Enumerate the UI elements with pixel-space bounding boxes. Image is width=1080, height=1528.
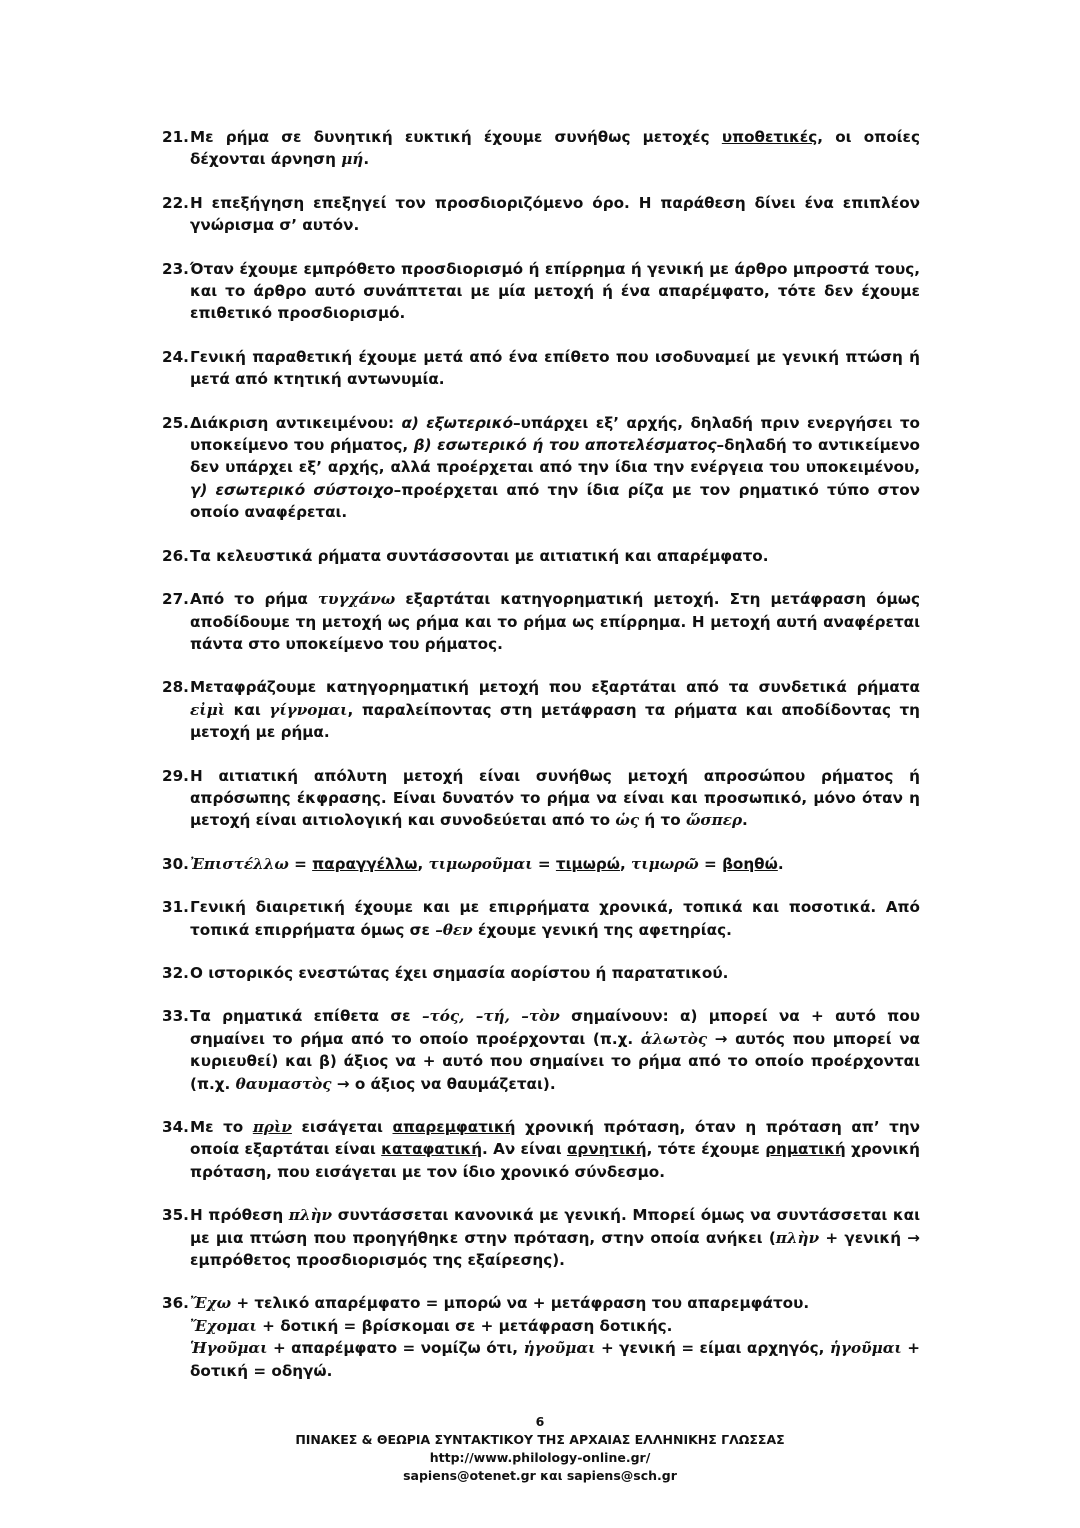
rule-text [190, 545, 920, 567]
text-run: Τα ρηματικά επίθετα σε [190, 1007, 422, 1026]
rule-text [190, 588, 920, 655]
greek-term: γίγνομαι [269, 700, 348, 719]
text-run: εισάγεται [291, 1118, 393, 1136]
greek-term: Ἡγοῦμαι [190, 1339, 268, 1358]
underlined-term: τιμωρώ [555, 854, 620, 873]
text-run: Γενική διαιρετική έχουμε και με επιρρήματα χρονικά, τοπικά και ποσοτικά. Από τοπικά επιρρήματα όμως σε [190, 898, 920, 939]
rule-number: 23. [162, 259, 189, 278]
rule-number: 25. [162, 413, 189, 432]
text-run: Ο ιστορικός ενεστώτας έχει σημασία αορίστου ή παρατατικού. [190, 963, 729, 982]
underlined-term: βοηθώ [722, 854, 778, 873]
text-run: Διάκριση αντικειμένου: [190, 413, 402, 432]
rule-number: 34. [162, 1118, 189, 1136]
rule-item [162, 765, 920, 832]
greek-term: ἡγοῦμαι [523, 1339, 596, 1358]
rule-item [162, 346, 920, 391]
text-run: –προέρχεται από την ίδια ρίζα με τον ρηματικό τύπο στον οποίο αναφέρεται. [190, 480, 920, 522]
text-run: → αυτός που μπορεί να κυριευθεί) και β) άξιος να + αυτό που σημαίνει το ρήμα από το οποίο προέρχονται (π.χ. [190, 1029, 920, 1093]
rule-number: 22. [162, 193, 189, 212]
rule-text [190, 1292, 920, 1382]
text-run: εξαρτάται κατηγορηματική μετοχή. Στη μετάφραση όμως αποδίδουμε τη μετοχή ως ρήμα και το ρήμα ως επίρρημα. Η μετοχή αυτή αναφέρεται πάντα στο υποκείμενο του ρήματος. [190, 590, 920, 653]
greek-term: τιμωροῦμαι [428, 854, 533, 873]
rule-text [190, 765, 920, 832]
text-run: β) εσωτερικό ή του αποτελέσματος [413, 436, 717, 455]
rule-text [190, 853, 920, 875]
text-run: έχουμε γενική της αφετηρίας. [472, 920, 732, 939]
text-run: α) εξωτερικό [401, 413, 514, 432]
rule-item [162, 1292, 920, 1382]
underlined-term: παραγγέλλω [312, 854, 418, 873]
text-run: χρονική πρόταση, όταν η πρόταση απ’ την οποία εξαρτάται είναι [190, 1118, 920, 1159]
text-run: ή το [639, 811, 686, 830]
text-run: Από το ρήμα [190, 590, 318, 609]
text-run: . [777, 854, 784, 873]
underlined-term: υποθετικές [721, 128, 818, 146]
greek-term: Ἔχω [190, 1294, 232, 1313]
greek-term: –θεν [435, 920, 473, 939]
greek-term: ἁλωτὸς [640, 1029, 708, 1048]
text-run: Με ρήμα σε δυνητική ευκτική έχουμε συνήθως μετοχές [190, 128, 722, 146]
text-run: . Αν είναι [482, 1140, 567, 1159]
text-run: + τελικό απαρέμφατο = μπορώ να + μετάφραση του απαρεμφάτου. [231, 1294, 810, 1313]
rule-item [162, 545, 920, 567]
underlined-term: απαρεμφατική [392, 1118, 516, 1136]
rule-item [162, 1005, 920, 1095]
rule-text [190, 192, 920, 237]
text-run: Με το [190, 1118, 253, 1136]
text-run: Η πρόθεση [190, 1206, 289, 1225]
text-run: γ) εσωτερικό σύστοιχο [190, 480, 394, 499]
rule-item [162, 192, 920, 237]
rule-text [190, 962, 920, 984]
rule-number: 21. [162, 128, 189, 146]
footer-email: sapiens@otenet.gr και sapiens@sch.gr [403, 1468, 677, 1483]
text-run: , [619, 854, 632, 873]
rule-text [190, 1116, 920, 1183]
rule-number: 36. [162, 1294, 189, 1313]
text-run: = [288, 854, 313, 873]
footer-url: http://www.philology-online.gr/ [429, 1450, 651, 1465]
rule-number: 24. [162, 347, 189, 366]
rule-item [162, 1204, 920, 1271]
text-run: –υπάρχει εξ’ αρχής, δηλαδή πριν ενεργήσει το υποκείμενο του ρήματος, [190, 413, 920, 455]
underlined-term: αρνητική [566, 1140, 647, 1159]
rule-number: 30. [162, 854, 189, 873]
text-run: . [363, 150, 370, 169]
greek-term: ὡς [615, 811, 640, 830]
greek-term: πλὴν [775, 1228, 820, 1247]
page-footer [0, 1413, 1080, 1485]
rule-text [190, 1204, 920, 1271]
rule-text [190, 258, 920, 325]
rule-number: 28. [162, 678, 189, 697]
text-run: + δοτική = βρίσκομαι σε + μετάφραση δοτικής. [256, 1316, 673, 1335]
text-run: . [742, 811, 748, 830]
greek-term: τυγχάνω [317, 590, 396, 609]
greek-term: ὥσπερ [685, 811, 743, 830]
text-run: –δηλαδή το αντικείμενο δεν υπάρχει εξ’ αρχής, αλλά προέρχεται από την ίδια την ενέργεια του υποκειμένου, [190, 436, 920, 477]
text-run: Η αιτιατική απόλυτη μετοχή είναι συνήθως μετοχή απροσώπου ρήματος ή απρόσωπης έκφρασης. Είναι δυνατόν το ρήμα να είναι και προσωπικό, μόνο όταν η μετοχή είναι αιτιολογική και συνοδεύεται από το [190, 766, 920, 830]
text-run: σημαίνουν: α) μπορεί να + αυτό που σημαίνει το ρήμα από το οποίο προέρχονται (π.χ. [190, 1007, 920, 1048]
text-run: και [225, 700, 270, 719]
text-run: , [417, 854, 429, 873]
greek-term: εἰμὶ [190, 700, 226, 719]
text-run: + δοτική = οδηγώ. [190, 1339, 920, 1380]
greek-term: πλὴν [288, 1206, 333, 1225]
page-number: 6 [535, 1414, 545, 1429]
text-run: + απαρέμφατο = νομίζω ότι, [267, 1339, 524, 1358]
text-run: Μεταφράζουμε κατηγορηματική μετοχή που εξαρτάται από τα συνδετικά ρήματα [190, 678, 920, 697]
text-run: → ο άξιος να θαυμάζεται). [331, 1074, 556, 1093]
greek-term: –τός, –τή, –τὸν [421, 1007, 560, 1026]
text-run: + γενική = είμαι αρχηγός, [595, 1339, 830, 1358]
rule-number: 35. [162, 1206, 189, 1225]
text-run: χρονική πρόταση, που εισάγεται με τον ίδιο χρονικό σύνδεσμο. [190, 1140, 920, 1181]
rule-number: 27. [162, 590, 189, 609]
text-run: Όταν έχουμε εμπρόθετο προσδιορισμό ή επίρρημα ή γενική με άρθρο μπροστά τους, και το άρθρο αυτό συνάπτεται με μία μετοχή ή ένα απαρέμφατο, τότε δεν έχουμε επιθετικό προσδιορισμό. [190, 259, 920, 323]
greek-term: θαυμαστὸς [235, 1074, 332, 1093]
text-run: Γενική παραθετική έχουμε μετά από ένα επίθετο που ισοδυναμεί με γενική πτώση ή μετά από κτητική αντωνυμία. [190, 347, 920, 389]
rule-item [162, 676, 920, 743]
rule-item [162, 853, 920, 875]
text-run: + γενική → εμπρόθετος προσδιορισμός της εξαίρεσης). [190, 1228, 920, 1270]
text-run: , τότε έχουμε [646, 1140, 766, 1159]
rule-number: 32. [162, 963, 189, 982]
rule-item [162, 1116, 920, 1183]
rules-list [162, 126, 920, 1403]
rule-text [190, 676, 920, 743]
greek-term: Ἐπιστέλλω [190, 854, 289, 873]
footer-title: ΠΙΝΑΚΕΣ & ΘΕΩΡΙΑ ΣΥΝΤΑΚΤΙΚΟΥ ΤΗΣ ΑΡΧΑΙΑΣ ΕΛΛΗΝΙΚΗΣ ΓΛΩΣΣΑΣ [295, 1432, 785, 1447]
rule-text [190, 896, 920, 941]
rule-text [190, 412, 920, 524]
text-run: , παραλείποντας στη μετάφραση τα ρήματα και αποδίδοντας τη μετοχή με ρήμα. [190, 700, 920, 742]
rule-item [162, 588, 920, 655]
text-run: = [532, 854, 556, 873]
text-run: Τα κελευστικά ρήματα συντάσσονται με αιτιατική και απαρέμφατο. [190, 546, 769, 565]
greek-term: ἡγοῦμαι [829, 1339, 902, 1358]
greek-term: Ἔχομαι [190, 1316, 257, 1335]
text-run: , οι οποίες δέχονται άρνηση [190, 128, 921, 169]
text-run: συντάσσεται κανονικά με γενική. Μπορεί όμως να συντάσσεται και με μια πτώση που προηγήθηκε στην πρόταση, στην οποία ανήκει ( [190, 1206, 920, 1247]
rule-item [162, 962, 920, 984]
rule-item [162, 412, 920, 524]
greek-term: μή [341, 150, 364, 169]
rule-number: 26. [162, 546, 189, 565]
greek-term: πρὶν [252, 1118, 292, 1136]
rule-text [190, 126, 920, 171]
underlined-term: ρηματική [765, 1140, 846, 1159]
rule-number: 33. [162, 1007, 189, 1026]
rule-number: 29. [162, 766, 189, 785]
rule-item [162, 896, 920, 941]
text-run: = [698, 854, 723, 873]
rule-text [190, 346, 920, 391]
rule-item [162, 126, 920, 171]
underlined-term: καταφατική [381, 1140, 483, 1159]
text-run: Η επεξήγηση επεξηγεί τον προσδιοριζόμενο όρο. Η παράθεση δίνει ένα επιπλέον γνώρισμα σ’ αυτόν. [190, 193, 920, 235]
rule-item [162, 258, 920, 325]
rule-text [190, 1005, 920, 1095]
greek-term: τιμωρῶ [631, 854, 699, 873]
rule-number: 31. [162, 898, 189, 917]
